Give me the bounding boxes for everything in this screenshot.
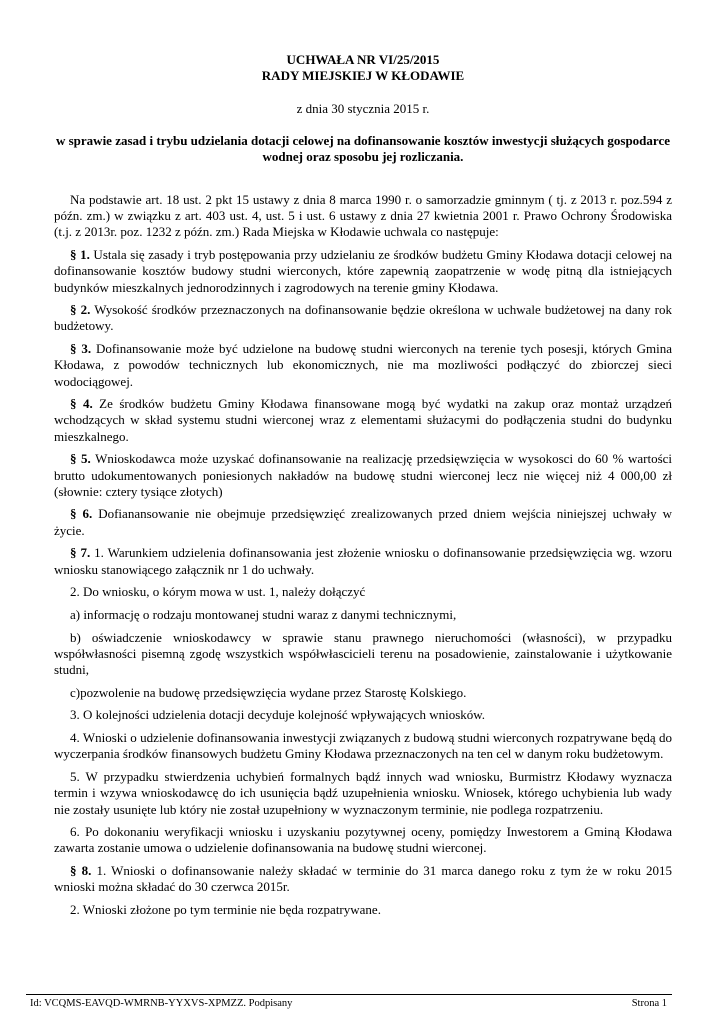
paragraph-mark: § 8. [70, 863, 92, 879]
list-item: 3. O kolejności udzielenia dotacji decyduje kolejność wpływających wniosków. [70, 707, 486, 723]
title-line-2: RADY MIEJSKIEJ W KŁODAWIE [261, 68, 465, 83]
list-item: 2. Wnioski złożone po tym terminie nie będa rozpatrywane. [70, 902, 381, 918]
paragraph-mark: § 4. [70, 396, 93, 412]
paragraph-mark: § 2. [70, 302, 91, 318]
paragraph-mark: § 3. [70, 341, 92, 357]
list-item: c)pozwolenie na budowę przedsięwzięcia wydane przez Starostę Kolskiego. [70, 684, 467, 700]
paragraph-text: 1. Warunkiem udzielenia dofinansowania jest złożenie wniosku o dofinansowanie przedsięwzięcia wg. wzoru wniosku stanowiącego załącznik nr 1 do uchwały. [54, 545, 672, 577]
list-item: a) informację o rodzaju montowanej studni waraz z danymi technicznymi, [70, 606, 457, 622]
paragraph-6 [54, 506, 672, 538]
paragraph-text: Dofinansowanie może być udzielone na budowę studni wierconych na terenie tych posesji, których Gmina Kłodawa, z powodów technicznych lub ekonomicznych, nie ma mozliwości podłączyć do zbiorczej sieci wodociągowej. [54, 341, 672, 389]
paragraph-1 [54, 247, 672, 296]
resolution-subject: w sprawie zasad i trybu udzielania dotacji celowej na dofinansowanie kosztów inwestycji służących gospodarce wodnej oraz sposobu jej rozliczania. [55, 133, 670, 164]
paragraph-7 [54, 545, 672, 577]
paragraph-5 [54, 451, 672, 500]
title-line-1: UCHWAŁA NR VI/25/2015 [286, 52, 440, 67]
footer-id: Id: VCQMS-EAVQD-WMRNB-YYXVS-XPMZZ. Podpisany [30, 998, 293, 1009]
paragraph-text: Ustala się zasady i tryb postępowania przy udzielaniu ze środków budżetu Gminy Kłodawa dotacji celowej na dofinansowanie kosztów budowy studni wierconych, które zapewnią zaopatrzenie w wodę pitną dla istniejących budynków mieszkalnych jednorodzinnych i zagrodowych na terenie gminy Kłodawa. [54, 247, 673, 295]
resolution-title [54, 52, 672, 84]
paragraph-mark: § 7. [70, 545, 91, 561]
paragraph-text: Ze środków budżetu Gminy Kłodawa finansowane mogą być wydatki na zakup oraz montaż urządzeń wchodzących w skład systemu studni wierconej wraz z elementami służacymi do podłączenia studni do budynku mieszkalnego. [54, 396, 673, 444]
paragraph-text: Wysokość środków przeznaczonych na dofinansowanie będzie określona w uchwale budżetowej na dany rok budżetowy. [54, 302, 673, 334]
resolution-date: z dnia 30 stycznia 2015 r. [296, 101, 430, 116]
document-body [54, 192, 672, 925]
paragraph-8 [54, 863, 672, 895]
paragraph-mark: § 1. [70, 247, 90, 263]
paragraph-4 [54, 396, 672, 445]
paragraph-text: Dofianansowanie nie obejmuje przedsięwzięć zrealizowanych przed dniem wejścia niniejszej uchwały w życie. [54, 506, 673, 538]
footer-divider [26, 994, 672, 995]
list-item: 2. Do wniosku, o kórym mowa w ust. 1, należy dołączyć [70, 584, 366, 600]
paragraph-text: Wnioskodawca może uzyskać dofinansowanie na realizację przedsięwzięcia w wysokosci do 60 % wartości brutto udokumentowanych poniesionych nakładów na budowę studni wierconej lecz nie więcej niż 4 000,00 zł (słownie: cztery tysiące złotych) [54, 451, 673, 499]
paragraph-3 [54, 341, 672, 390]
paragraph-text: 1. Wnioski o dofinansowanie należy składać w terminie do 31 marca danego roku z tym że w roku 2015 wnioski można składać do 30 czerwca 2015r. [54, 863, 673, 895]
list-item: 4. Wnioski o udzielenie dofinansowania inwestycji związanych z budową studni wierconych rozpatrywane będą do wyczerpania środków finansowych budżetu Gminy Kłodawa przeznaczonych na ten cel w danym roku budżetowym. [54, 730, 672, 762]
paragraph-mark: § 6. [70, 506, 93, 522]
preamble: Na podstawie art. 18 ust. 2 pkt 15 ustawy z dnia 8 marca 1990 r. o samorzadzie gminnym ( tj. z 2013 r. poz.594 z późn. zm.) w związku z art. 403 ust. 4, ust. 5 i ust. 6 ustawy z dnia 27 kwietnia 2001 r. Prawo Ochrony Środowiska (t.j. z 2013r. poz. 1232 z późn. zm.) Rada Miejska w Kłodawie uchwala co następuje: [54, 192, 672, 240]
paragraph-2 [54, 302, 672, 334]
footer-page-number: Strona 1 [631, 998, 667, 1009]
paragraph-mark: § 5. [70, 451, 91, 467]
list-item: b) oświadczenie wnioskodawcy w sprawie stanu prawnego nieruchomości (własności), w przypadku współwłasności pisemną zgodę wszystkich współwłascicieli terenu na posadowienie, zainstalowanie i użytkowanie studni, [54, 629, 672, 678]
list-item: 5. W przypadku stwierdzenia uchybień formalnych bądź innych wad wniosku, Burmistrz Kłodawy wyznacza termin i wzywa wnioskodawcę do ich usunięcia bądź uzupełnienia wniosku. Wniosek, którego uchybienia lub wady nie zostały usunięte lub który nie został uzupełniony w wyznaczonym terminie, nie podlega rozpatrzeniu. [54, 769, 672, 817]
list-item: 6. Po dokonaniu weryfikacji wniosku i uzyskaniu pozytywnej oceny, pomiędzy Inwestorem a Gminą Kłodawa zawarta zostanie umowa o udzielenie dofinansowania na budowę studni wierconej. [54, 824, 672, 856]
